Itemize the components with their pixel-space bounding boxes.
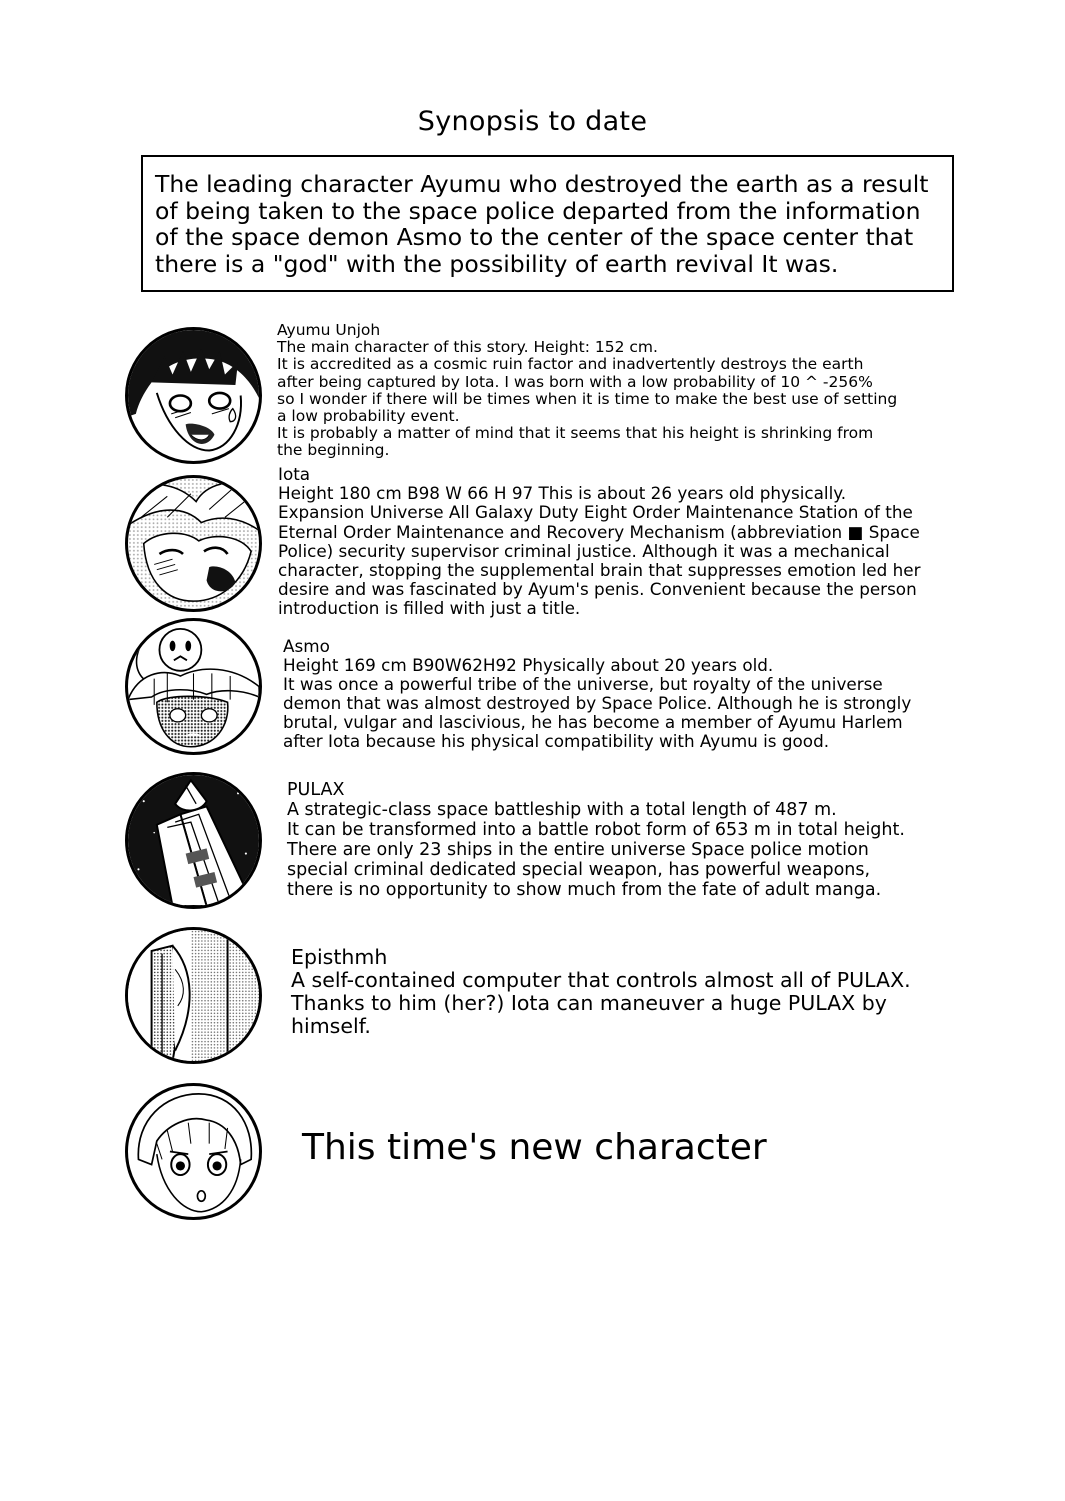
- character-name: Asmo: [283, 636, 330, 656]
- character-desc-line: It can be transformed into a battle robot form of 653 m in total height.: [287, 820, 905, 840]
- character-desc-line: A self-contained computer that controls almost all of PULAX.: [291, 968, 911, 992]
- asmo-portrait-icon: [125, 618, 262, 755]
- synopsis-line: of being taken to the space police departed from the information: [155, 196, 921, 225]
- synopsis-line: The leading character Ayumu who destroyed the earth as a result: [155, 170, 929, 198]
- synopsis-line: there is a "god" with the possibility of earth revival It was.: [155, 249, 839, 278]
- character-desc-line: It is probably a matter of mind that it seems that his height is shrinking from: [277, 424, 874, 443]
- character-desc-line: demon that was almost destroyed by Space Police. Although he is strongly: [283, 693, 912, 714]
- character-desc-line: a low probability event.: [277, 407, 460, 426]
- new-character-portrait-icon: [125, 1083, 262, 1220]
- character-desc-line: Height 169 cm B90W62H92 Physically about 20 years old.: [283, 655, 774, 676]
- character-desc-line: character, stopping the supplemental brain that suppresses emotion led her: [278, 560, 921, 581]
- character-desc-line: himself.: [291, 1014, 371, 1038]
- character-desc-line: after being captured by Iota. I was born with a low probability of 10 ^ -256%: [277, 372, 873, 391]
- character-desc-line: desire and was fascinated by Ayum's penis. Convenient because the person: [278, 579, 917, 600]
- character-name: PULAX: [287, 780, 345, 800]
- character-desc-line: Height 180 cm B98 W 66 H 97 This is about 26 years old physically.: [278, 483, 847, 504]
- synopsis-line: of the space demon Asmo to the center of the space center that: [155, 223, 914, 251]
- character-desc-line: Thanks to him (her?) Iota can maneuver a huge PULAX by: [291, 991, 887, 1015]
- character-desc-line: so I wonder if there will be times when it is time to make the best use of setting: [277, 389, 898, 408]
- character-entry-pulax: [287, 780, 905, 900]
- iota-portrait-icon: [125, 475, 262, 612]
- character-name: Episthmh: [291, 945, 388, 969]
- character-entry-episthmh: [291, 946, 911, 1038]
- character-desc-line: There are only 23 ships in the entire universe Space police motion: [287, 840, 869, 860]
- character-desc-line: introduction is filled with just a title.: [278, 598, 581, 619]
- character-desc-line: It is accredited as a cosmic ruin factor and inadvertently destroys the earth: [277, 355, 864, 374]
- character-desc-line: It was once a powerful tribe of the universe, but royalty of the universe: [283, 674, 883, 695]
- synopsis-box: [141, 155, 954, 292]
- character-entry-iota: [278, 465, 920, 619]
- ayumu-portrait-icon: [125, 327, 262, 464]
- character-desc-line: the beginning.: [277, 441, 390, 460]
- character-desc-line: there is no opportunity to show much from the fate of adult manga.: [287, 880, 882, 900]
- character-desc-line: Expansion Universe All Galaxy Duty Eight Order Maintenance Station of the: [278, 502, 913, 523]
- new-character-heading: This time's new character: [302, 1127, 767, 1168]
- character-name: Ayumu Unjoh: [277, 321, 381, 339]
- character-entry-ayumu: [277, 322, 897, 460]
- character-entry-asmo: [283, 637, 911, 752]
- episthmh-portrait-icon: [125, 927, 262, 1064]
- character-desc-line: Eternal Order Maintenance and Recovery Mechanism (abbreviation ■ Space: [278, 521, 920, 542]
- character-name: Iota: [278, 464, 311, 484]
- page-title: Synopsis to date: [417, 106, 648, 137]
- character-desc-line: after Iota because his physical compatibility with Ayumu is good.: [283, 731, 830, 752]
- pulax-portrait-icon: [125, 772, 262, 909]
- character-desc-line: special criminal dedicated special weapon, has powerful weapons,: [287, 860, 871, 880]
- character-desc-line: brutal, vulgar and lascivious, he has become a member of Ayumu Harlem: [283, 712, 903, 733]
- character-desc-line: The main character of this story. Height: 152 cm.: [277, 338, 658, 357]
- character-desc-line: A strategic-class space battleship with a total length of 487 m.: [287, 800, 837, 820]
- character-desc-line: Police) security supervisor criminal justice. Although it was a mechanical: [278, 540, 890, 561]
